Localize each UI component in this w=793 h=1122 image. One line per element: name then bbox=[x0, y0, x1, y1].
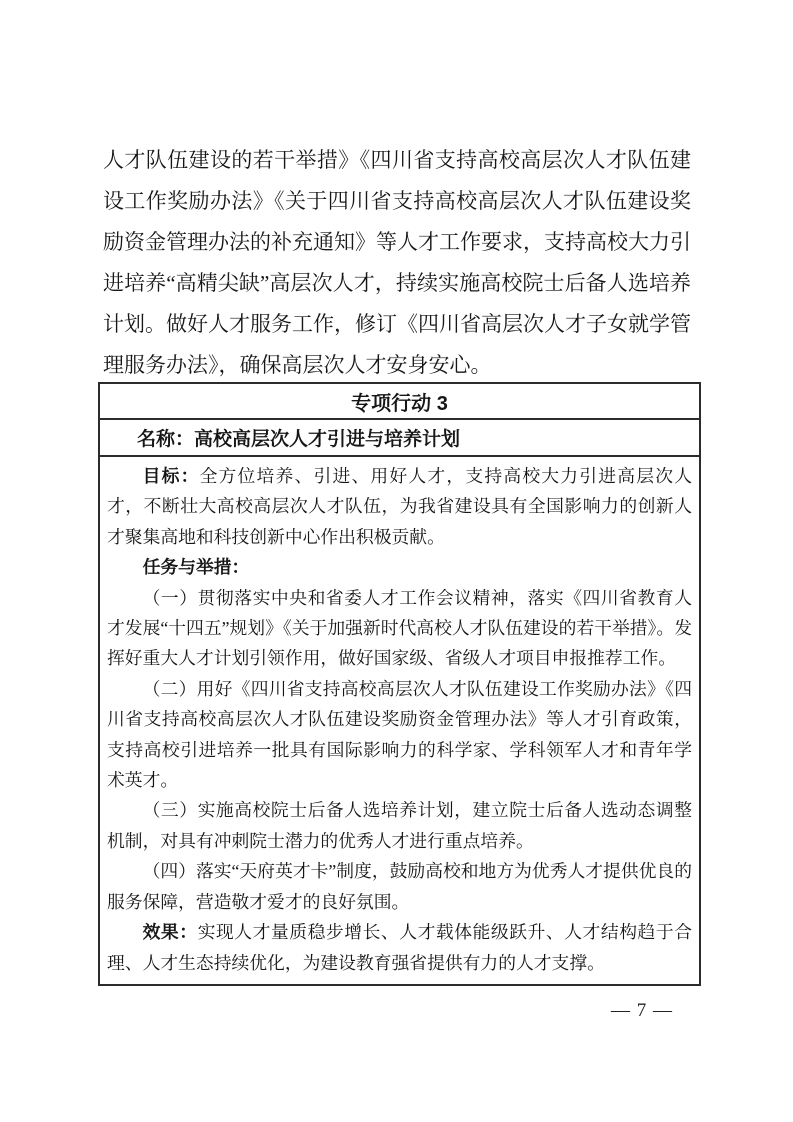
goal-text: 全方位培养、引进、用好人才，支持高校大力引进高层次人才，不断壮大高校高层次人才队伍，为我省建设具有全国影响力的创新人才聚集高地和科技创新中心作出积极贡献。 bbox=[107, 466, 692, 547]
special-action-table bbox=[98, 382, 701, 986]
task-item-4: （四）落实“天府英才卡”制度，鼓励高校和地方为优秀人才提供优良的服务保障，营造敬才爱才的良好氛围。 bbox=[107, 861, 692, 912]
effect-text: 实现人才量质稳步增长、人才载体能级跃升、人才结构趋于合理、人才生态持续优化，为建设教育强省提供有力的人才支撑。 bbox=[107, 922, 692, 973]
name-label: 名称： bbox=[137, 429, 195, 450]
table-header-row bbox=[100, 384, 699, 420]
intro-paragraph: 人才队伍建设的若干举措》《四川省支持高校高层次人才队伍建设工作奖励办法》《关于四川省支持高校高层次人才队伍建设奖励资金管理办法的补充通知》等人才工作要求，支持高校大力引进培养“高精尖缺”高层次人才，持续实施高校院士后备人选培养计划。做好人才服务工作，修订《四川省高层次人才子女就学管理服务办法》，确保高层次人才安身安心。 bbox=[103, 148, 691, 377]
table-body-cell bbox=[100, 457, 699, 984]
name-value: 高校高层次人才引进与培养计划 bbox=[194, 429, 461, 450]
goal-label: 目标： bbox=[142, 466, 200, 486]
task-item-3: （三）实施高校院士后备人选培养计划，建立院士后备人选动态调整机制，对具有冲刺院士潜力的优秀人才进行重点培养。 bbox=[107, 800, 692, 851]
tasks-heading: 任务与举措： bbox=[142, 557, 250, 578]
effect-paragraph bbox=[107, 917, 692, 978]
task-item-1: （一）贯彻落实中央和省委人才工作会议精神，落实《四川省教育人才发展“十四五”规划》《关于加强新时代高校人才队伍建设的若干举措》。发挥好重大人才计划引领作用，做好国家级、省级人才项目申报推荐工作。 bbox=[107, 587, 692, 669]
page-number: — 7 — bbox=[611, 1000, 673, 1021]
table-name-row bbox=[100, 420, 699, 457]
effect-label: 效果： bbox=[142, 922, 198, 943]
goal-paragraph bbox=[107, 461, 692, 552]
table-header-label: 专项行动 3 bbox=[351, 392, 448, 415]
task-item-2: （二）用好《四川省支持高校高层次人才队伍建设工作奖励办法》《四川省支持高校高层次人才队伍建设奖励资金管理办法》等人才引育政策，支持高校引进培养一批具有国际影响力的科学家、学科领军人才和青年学术英才。 bbox=[107, 678, 692, 791]
